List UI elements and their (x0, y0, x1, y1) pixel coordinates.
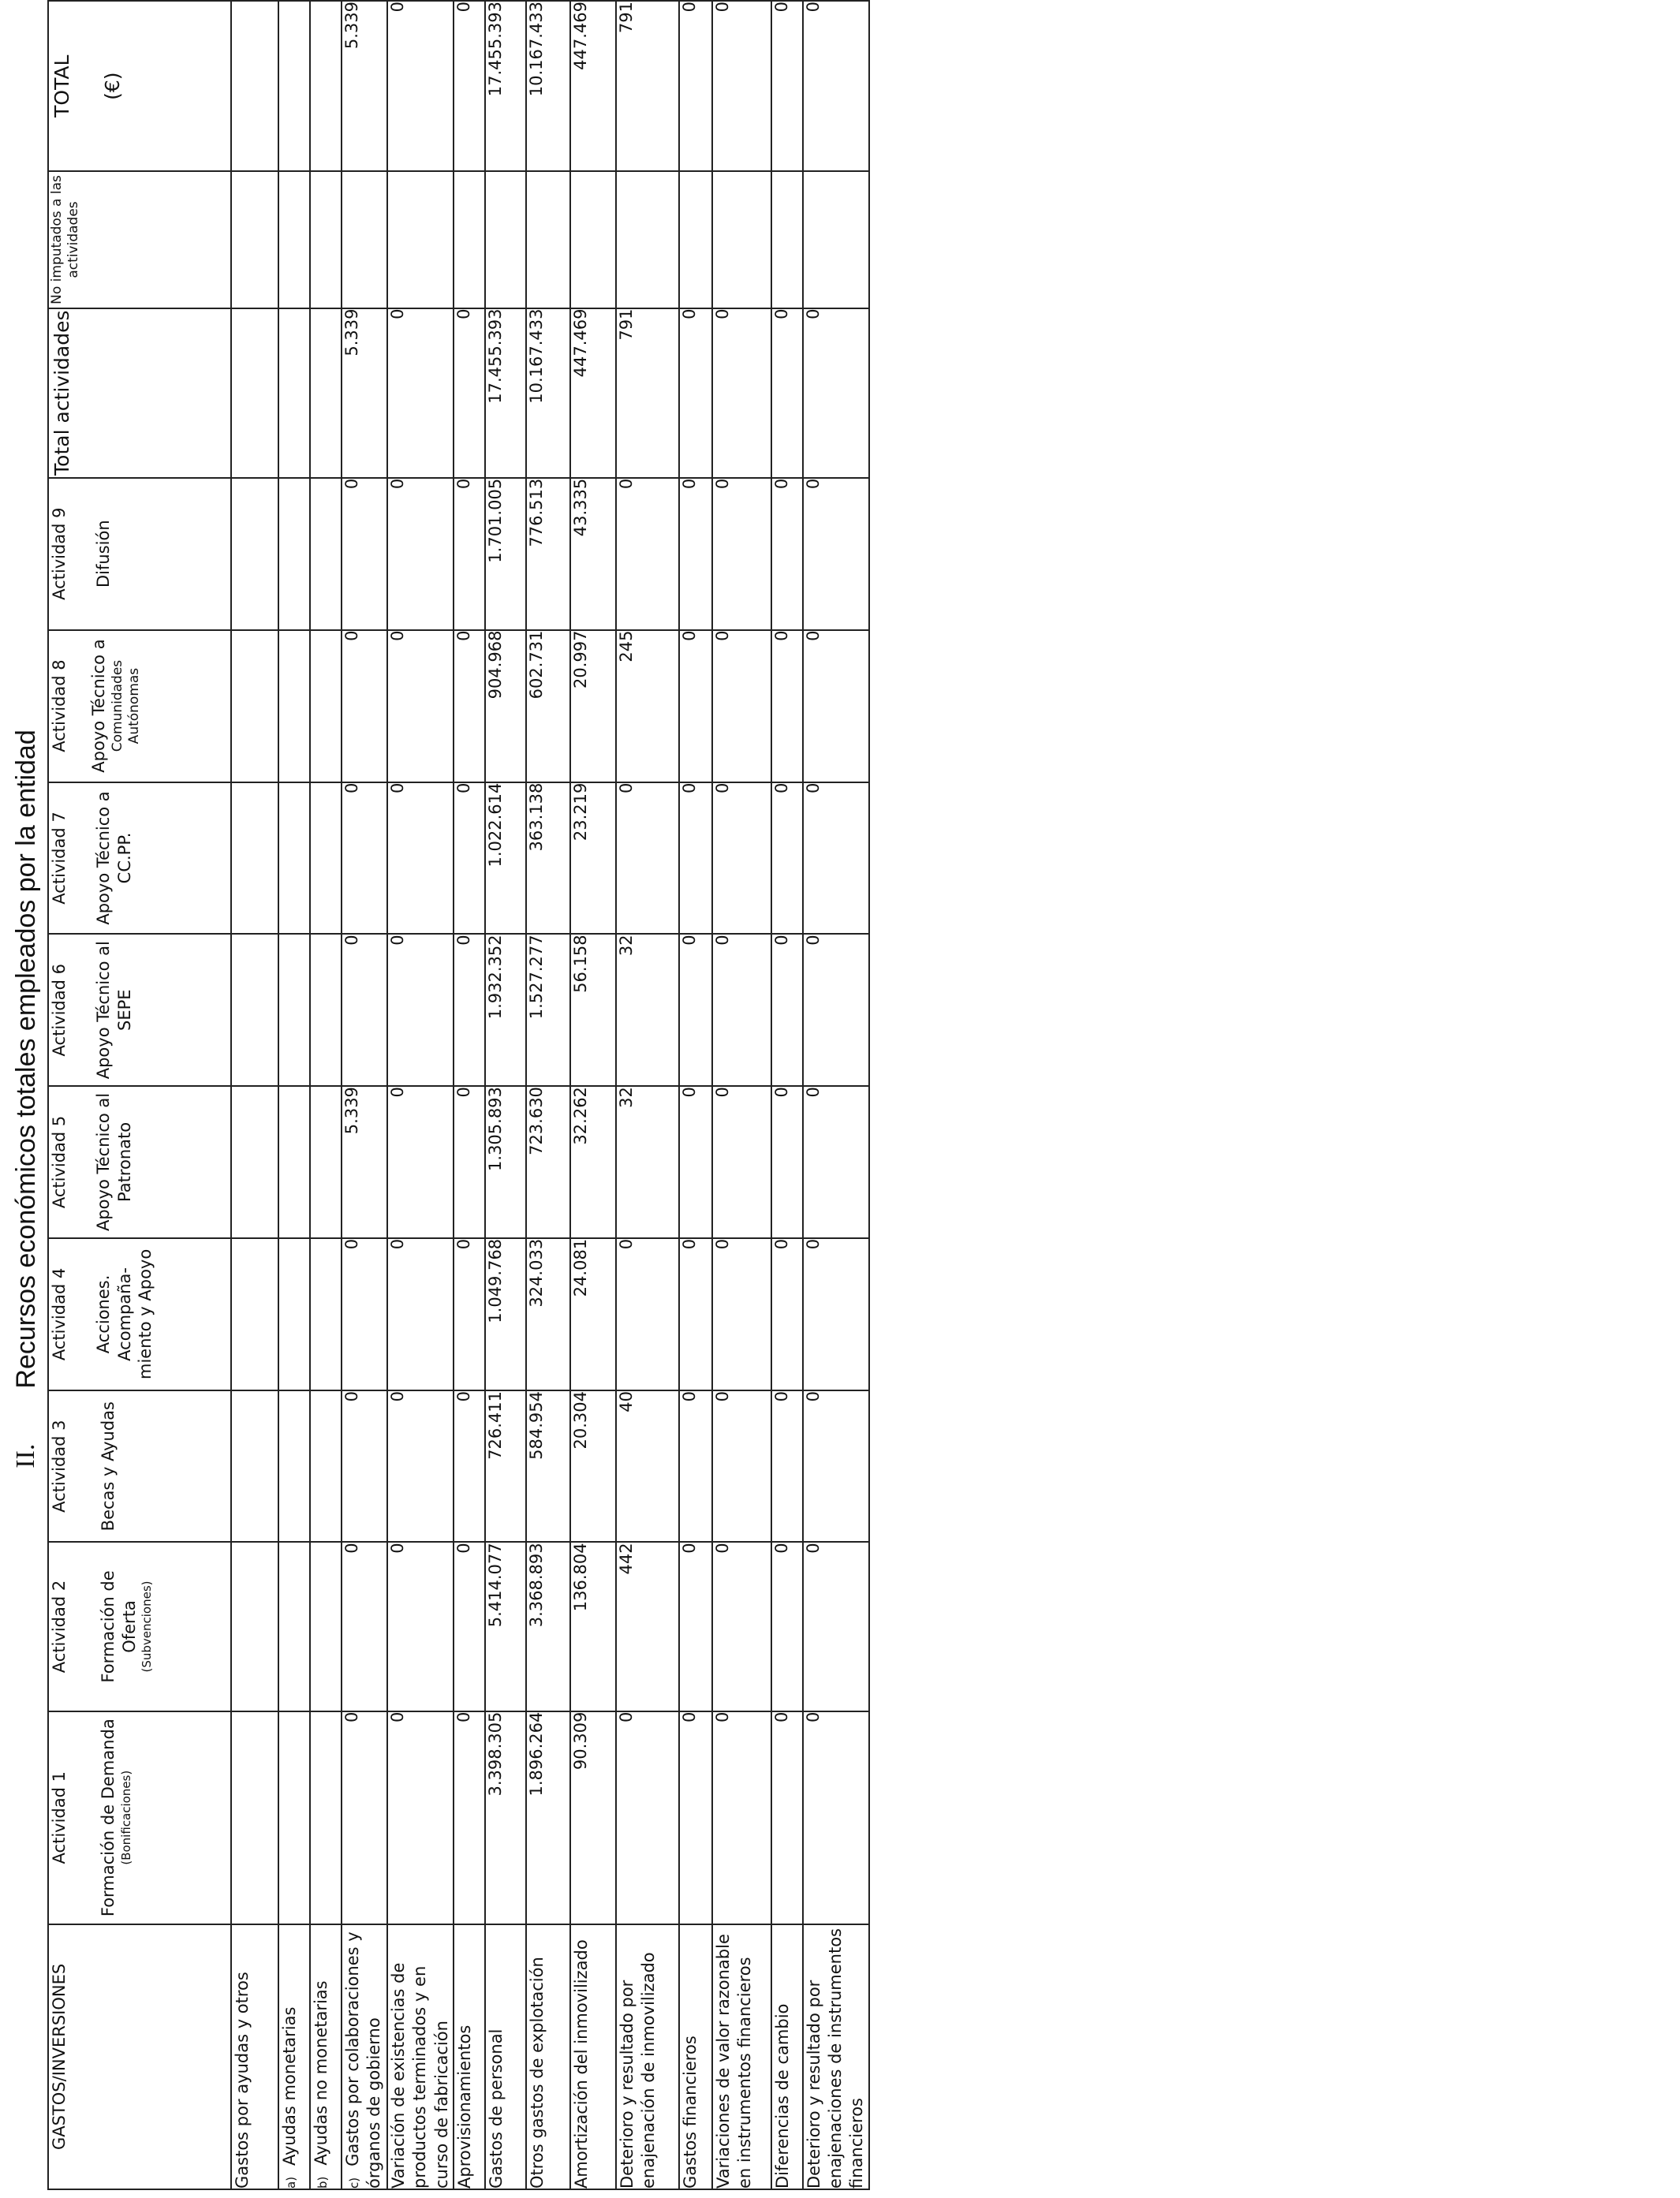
value-cell (679, 171, 712, 308)
col-total-unit: (€) (100, 72, 124, 100)
value-cell (771, 171, 803, 308)
col-actividad-4-name: Acciones. Acompaña-miento y Apoyo (94, 1248, 155, 1379)
value-cell: 5.414.077 (485, 1542, 526, 1711)
value-cell: 0 (712, 308, 771, 478)
row-label-text: Gastos financieros (680, 2036, 700, 2189)
row-label-text: Gastos por colaboraciones y órganos de gobierno (343, 1931, 384, 2189)
row-label (771, 1924, 803, 2189)
row-label-text: Diferencias de cambio (772, 2003, 792, 2189)
value-cell (278, 934, 310, 1086)
value-cell: 90.309 (570, 1711, 616, 1924)
value-cell (310, 308, 342, 478)
value-cell: 602.731 (526, 630, 570, 782)
value-cell: 0 (454, 782, 485, 935)
value-cell: 0 (454, 478, 485, 630)
col-actividad-2 (48, 1542, 231, 1711)
value-cell: 0 (679, 308, 712, 478)
value-cell (342, 171, 387, 308)
value-cell (278, 782, 310, 935)
col-total-actividades (48, 308, 231, 478)
value-cell: 0 (342, 1711, 387, 1924)
value-cell: 20.304 (570, 1390, 616, 1542)
col-actividad-9-name: Difusión (94, 520, 114, 588)
col-actividad-4 (48, 1238, 231, 1390)
value-cell (278, 1086, 310, 1238)
value-cell (310, 1390, 342, 1542)
value-cell: 0 (342, 478, 387, 630)
value-cell (310, 478, 342, 630)
value-cell: 726.411 (485, 1390, 526, 1542)
value-cell: 0 (803, 478, 869, 630)
value-cell (310, 1, 342, 171)
value-cell: 0 (712, 934, 771, 1086)
value-cell: 0 (616, 478, 679, 630)
value-cell: 1.527.277 (526, 934, 570, 1086)
value-cell: 0 (387, 1711, 454, 1924)
value-cell (231, 630, 278, 782)
value-cell: 3.398.305 (485, 1711, 526, 1924)
table-row (803, 1, 869, 2189)
table-row (485, 1, 526, 2189)
value-cell: 0 (679, 1711, 712, 1924)
value-cell: 0 (679, 478, 712, 630)
row-label-text: Gastos de personal (486, 2028, 506, 2189)
table-row (616, 1, 679, 2189)
value-cell: 0 (342, 1542, 387, 1711)
value-cell: 0 (712, 1390, 771, 1542)
value-cell: 447.469 (570, 308, 616, 478)
row-label (342, 1924, 387, 2189)
value-cell: 0 (771, 1, 803, 171)
row-label (570, 1924, 616, 2189)
col-actividad-5 (48, 1086, 231, 1238)
resources-table (47, 0, 870, 2190)
row-label-prefix: a) (284, 2176, 298, 2189)
value-cell (231, 782, 278, 935)
table-row (454, 1, 485, 2189)
value-cell: 0 (712, 478, 771, 630)
value-cell (570, 171, 616, 308)
value-cell: 0 (771, 1390, 803, 1542)
row-label-text: Gastos por ayudas y otros (233, 1972, 252, 2189)
value-cell: 5.339 (342, 1, 387, 171)
col-actividad-2-name: Formación de Oferta (99, 1570, 139, 1683)
row-label (712, 1924, 771, 2189)
col-no-imputados (48, 171, 231, 308)
value-cell: 0 (771, 1542, 803, 1711)
value-cell: 0 (771, 1711, 803, 1924)
value-cell: 0 (712, 630, 771, 782)
row-label (387, 1924, 454, 2189)
value-cell (310, 1542, 342, 1711)
value-cell (616, 171, 679, 308)
col-total-label: TOTAL (50, 54, 73, 118)
value-cell: 0 (771, 1238, 803, 1390)
row-label-text: Otros gastos de explotación (527, 1957, 547, 2189)
value-cell: 0 (387, 1390, 454, 1542)
value-cell (310, 1711, 342, 1924)
value-cell: 776.513 (526, 478, 570, 630)
col-actividad-6-name: Apoyo Técnico al SEPE (94, 941, 134, 1080)
value-cell: 0 (771, 630, 803, 782)
value-cell: 0 (679, 1086, 712, 1238)
value-cell: 43.335 (570, 478, 616, 630)
col-actividad-8-name: Apoyo Técnico a (89, 639, 109, 773)
table-row (570, 1, 616, 2189)
value-cell: 0 (771, 478, 803, 630)
value-cell (526, 171, 570, 308)
col-actividad-9-number: Actividad 9 (50, 507, 69, 600)
value-cell: 5.339 (342, 1086, 387, 1238)
value-cell: 0 (712, 1711, 771, 1924)
row-label (454, 1924, 485, 2189)
value-cell: 32 (616, 1086, 679, 1238)
value-cell (231, 1086, 278, 1238)
value-cell: 17.455.393 (485, 308, 526, 478)
value-cell: 0 (771, 782, 803, 935)
value-cell (278, 630, 310, 782)
value-cell: 1.896.264 (526, 1711, 570, 1924)
col-actividad-6-number: Actividad 6 (50, 963, 69, 1057)
value-cell: 0 (342, 1390, 387, 1542)
table-row (278, 1, 310, 2189)
value-cell (387, 171, 454, 308)
row-label-text: Variación de existencias de productos terminados y en curso de fabricación (389, 1962, 451, 2189)
value-cell: 0 (387, 308, 454, 478)
value-cell: 0 (342, 782, 387, 935)
value-cell: 0 (454, 1390, 485, 1542)
value-cell: 1.305.893 (485, 1086, 526, 1238)
value-cell (231, 1238, 278, 1390)
value-cell: 0 (454, 1086, 485, 1238)
value-cell (231, 1390, 278, 1542)
value-cell: 20.997 (570, 630, 616, 782)
value-cell: 0 (454, 934, 485, 1086)
value-cell: 0 (803, 934, 869, 1086)
col-actividad-1-name: Formación de Demanda (99, 1718, 118, 1917)
row-label-text: Ayudas no monetarias (312, 1980, 330, 2166)
section-number: II. (11, 1443, 40, 1468)
value-cell (310, 630, 342, 782)
section-title: Recursos económicos totales empleados por la entidad (10, 730, 41, 1389)
col-no-imputados-label: No imputados a las actividades (49, 175, 82, 304)
value-cell: 0 (803, 1, 869, 171)
value-cell: 40 (616, 1390, 679, 1542)
table-row (712, 1, 771, 2189)
value-cell: 0 (616, 782, 679, 935)
value-cell (278, 478, 310, 630)
value-cell: 0 (771, 934, 803, 1086)
value-cell: 723.630 (526, 1086, 570, 1238)
value-cell: 0 (454, 308, 485, 478)
value-cell: 791 (616, 1, 679, 171)
value-cell: 0 (342, 1238, 387, 1390)
row-label-prefix: b) (315, 2176, 330, 2189)
row-label-text: Deterioro y resultado por enajenaciones de instrumentos financieros (804, 1927, 867, 2189)
value-cell: 0 (342, 630, 387, 782)
value-cell (485, 171, 526, 308)
value-cell (278, 1238, 310, 1390)
col-actividad-1-sub: (Bonificaciones) (118, 1770, 133, 1865)
col-actividad-5-number: Actividad 5 (50, 1115, 69, 1209)
value-cell: 10.167.433 (526, 308, 570, 478)
col-gastos-inversiones: GASTOS/INVERSIONES (48, 1924, 231, 2189)
row-label (485, 1924, 526, 2189)
col-actividad-6 (48, 934, 231, 1086)
value-cell: 17.455.393 (485, 1, 526, 171)
value-cell (454, 171, 485, 308)
value-cell: 245 (616, 630, 679, 782)
value-cell: 0 (454, 1238, 485, 1390)
value-cell: 0 (771, 308, 803, 478)
value-cell (803, 171, 869, 308)
value-cell: 136.804 (570, 1542, 616, 1711)
value-cell: 0 (712, 1542, 771, 1711)
value-cell: 0 (679, 1390, 712, 1542)
value-cell: 0 (803, 782, 869, 935)
value-cell: 0 (712, 782, 771, 935)
value-cell: 363.138 (526, 782, 570, 935)
col-actividad-2-number: Actividad 2 (50, 1580, 69, 1674)
row-label-text: Amortización del inmovilizado (571, 1939, 591, 2189)
value-cell: 0 (803, 1238, 869, 1390)
value-cell: 0 (679, 934, 712, 1086)
value-cell (231, 1711, 278, 1924)
value-cell: 1.049.768 (485, 1238, 526, 1390)
value-cell: 0 (454, 1542, 485, 1711)
row-label (616, 1924, 679, 2189)
col-actividad-8 (48, 630, 231, 782)
row-label (231, 1924, 278, 2189)
col-actividad-9 (48, 478, 231, 630)
row-label-text: Aprovisionamientos (454, 2024, 474, 2189)
value-cell: 0 (454, 630, 485, 782)
value-cell (278, 1711, 310, 1924)
col-actividad-7-name: Apoyo Técnico a CC.PP. (94, 791, 134, 925)
col-actividad-2-sub: (Subvenciones) (139, 1580, 154, 1673)
value-cell: 584.954 (526, 1390, 570, 1542)
col-actividad-4-number: Actividad 4 (50, 1267, 69, 1361)
value-cell: 24.081 (570, 1238, 616, 1390)
value-cell (278, 308, 310, 478)
col-actividad-3 (48, 1390, 231, 1542)
value-cell: 10.167.433 (526, 1, 570, 171)
header-row (48, 1, 231, 2189)
value-cell: 0 (387, 934, 454, 1086)
value-cell (278, 171, 310, 308)
table-body (231, 1, 869, 2189)
value-cell: 0 (679, 782, 712, 935)
value-cell: 0 (712, 1238, 771, 1390)
value-cell: 0 (803, 630, 869, 782)
table-row (342, 1, 387, 2189)
value-cell (278, 1542, 310, 1711)
col-actividad-5-name: Apoyo Técnico al Patronato (94, 1092, 134, 1232)
value-cell: 32.262 (570, 1086, 616, 1238)
value-cell: 0 (679, 630, 712, 782)
value-cell: 0 (387, 1542, 454, 1711)
value-cell: 0 (803, 1711, 869, 1924)
value-cell: 0 (387, 630, 454, 782)
value-cell (231, 934, 278, 1086)
value-cell (310, 1086, 342, 1238)
value-cell: 904.968 (485, 630, 526, 782)
value-cell (310, 171, 342, 308)
row-label-prefix: c) (347, 2177, 361, 2189)
row-label-text: Ayudas monetarias (280, 2006, 299, 2166)
table-row (387, 1, 454, 2189)
table-row (679, 1, 712, 2189)
col-total-actividades-label: Total actividades (50, 310, 73, 476)
value-cell (310, 934, 342, 1086)
col-actividad-1 (48, 1711, 231, 1924)
value-cell: 0 (454, 1711, 485, 1924)
col-actividad-1-number: Actividad 1 (50, 1771, 69, 1864)
value-cell: 1.701.005 (485, 478, 526, 630)
value-cell: 0 (679, 1, 712, 171)
value-cell: 0 (387, 478, 454, 630)
value-cell: 3.368.893 (526, 1542, 570, 1711)
value-cell (231, 1, 278, 171)
col-actividad-3-number: Actividad 3 (50, 1420, 69, 1513)
row-label (278, 1924, 310, 2189)
value-cell (712, 171, 771, 308)
value-cell: 0 (387, 1238, 454, 1390)
value-cell: 0 (712, 1086, 771, 1238)
value-cell (278, 1390, 310, 1542)
value-cell: 32 (616, 934, 679, 1086)
value-cell: 0 (616, 1238, 679, 1390)
col-actividad-7-number: Actividad 7 (50, 812, 69, 905)
table-row (771, 1, 803, 2189)
value-cell: 0 (803, 1390, 869, 1542)
col-actividad-7 (48, 782, 231, 935)
value-cell (310, 782, 342, 935)
value-cell: 1.022.614 (485, 782, 526, 935)
section-heading (6, 0, 46, 2198)
table-row (231, 1, 278, 2189)
col-actividad-8-region: Comunidades Autónomas (109, 659, 142, 752)
value-cell (231, 308, 278, 478)
value-cell: 1.932.352 (485, 934, 526, 1086)
value-cell: 791 (616, 308, 679, 478)
value-cell: 0 (616, 1711, 679, 1924)
row-label (526, 1924, 570, 2189)
row-label-text: Variaciones de valor razonable en instrumentos financieros (713, 1934, 755, 2189)
value-cell (310, 1238, 342, 1390)
value-cell: 0 (679, 1542, 712, 1711)
row-label (803, 1924, 869, 2189)
value-cell (231, 171, 278, 308)
value-cell: 0 (387, 1086, 454, 1238)
col-total (48, 1, 231, 171)
value-cell (231, 478, 278, 630)
table-row (526, 1, 570, 2189)
value-cell: 0 (387, 782, 454, 935)
value-cell: 0 (803, 1086, 869, 1238)
col-actividad-8-number: Actividad 8 (50, 659, 69, 752)
table-row (310, 1, 342, 2189)
value-cell: 5.339 (342, 308, 387, 478)
value-cell: 23.219 (570, 782, 616, 935)
value-cell: 442 (616, 1542, 679, 1711)
row-label (679, 1924, 712, 2189)
value-cell (278, 1, 310, 171)
value-cell: 0 (342, 934, 387, 1086)
value-cell: 447.469 (570, 1, 616, 171)
value-cell: 0 (771, 1086, 803, 1238)
value-cell (231, 1542, 278, 1711)
value-cell: 0 (454, 1, 485, 171)
value-cell: 0 (712, 1, 771, 171)
value-cell: 0 (803, 1542, 869, 1711)
value-cell: 0 (387, 1, 454, 171)
row-label-text: Deterioro y resultado por enajenación de inmovilizado (617, 1952, 659, 2189)
value-cell: 0 (803, 308, 869, 478)
col-actividad-3-name: Becas y Ayudas (99, 1401, 118, 1532)
value-cell: 56.158 (570, 934, 616, 1086)
row-label (310, 1924, 342, 2189)
value-cell: 0 (679, 1238, 712, 1390)
value-cell: 324.033 (526, 1238, 570, 1390)
